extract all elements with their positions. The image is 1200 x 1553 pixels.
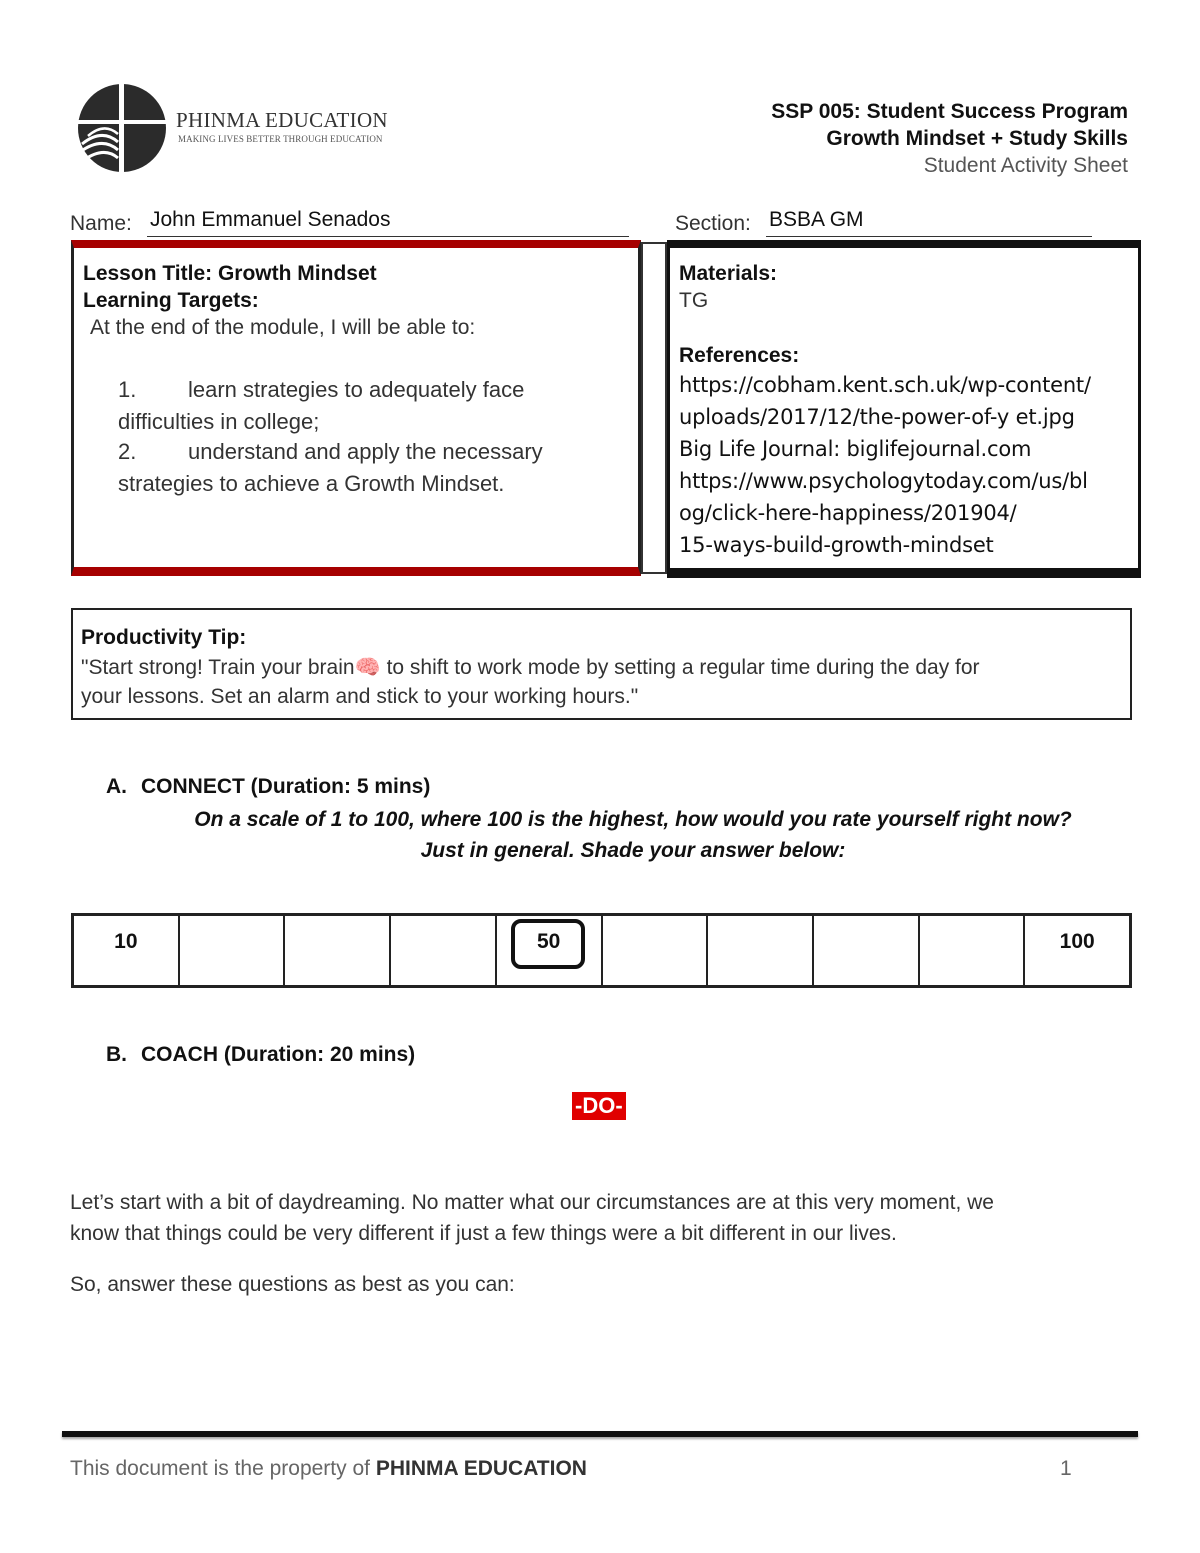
box-divider xyxy=(641,242,667,574)
reference-line[interactable]: https://www.psychologytoday.com/us/bl xyxy=(679,469,1088,493)
scale-cell-50[interactable] xyxy=(497,916,603,985)
tip-label: Productivity Tip: xyxy=(81,626,247,649)
body-p1-line2: know that things could be very different if just a few things were a bit different in our lives. xyxy=(70,1222,897,1245)
body-paragraph-1 xyxy=(70,1187,994,1249)
logo-tagline: MAKING LIVES BETTER THROUGH EDUCATION xyxy=(178,134,383,144)
learning-targets-label: Learning Targets: xyxy=(83,289,259,312)
scale-cell[interactable] xyxy=(285,916,391,985)
learning-targets-intro: At the end of the module, I will be able to: xyxy=(90,316,476,339)
name-value: John Emmanuel Senados xyxy=(150,208,391,231)
scale-cell[interactable] xyxy=(708,916,814,985)
scale-label: 10 xyxy=(114,930,138,953)
footer-brand: PHINMA EDUCATION xyxy=(375,1457,587,1480)
section-a-question xyxy=(71,804,1195,866)
reference-line[interactable]: uploads/2017/12/the-power-of-y et.jpg xyxy=(679,405,1075,429)
reference-line[interactable]: Big Life Journal: biglifejournal.com xyxy=(679,437,1032,461)
tip-text xyxy=(81,653,1122,711)
section-field[interactable] xyxy=(766,208,1092,237)
section-a-letter: A. xyxy=(106,775,127,798)
section-b-heading xyxy=(106,1041,415,1068)
body-paragraph-2: So, answer these questions as best as you can: xyxy=(70,1273,515,1296)
target-1-line1: learn strategies to adequately face xyxy=(188,377,525,402)
rating-scale xyxy=(71,913,1132,988)
footer-prefix: This document is the property of xyxy=(70,1457,376,1480)
tip-text-start: "Start strong! Train your brain xyxy=(81,656,355,679)
target-num-2: 2. xyxy=(118,439,137,464)
reference-line[interactable]: https://cobham.kent.sch.uk/wp-content/ xyxy=(679,373,1091,397)
target-2-line2: strategies to achieve a Growth Mindset. xyxy=(118,471,505,496)
productivity-tip-box xyxy=(71,608,1132,720)
name-label: Name: xyxy=(70,212,132,235)
scale-cell[interactable] xyxy=(814,916,920,985)
body-p1-line1: Let’s start with a bit of daydreaming. No matter what our circumstances are at this very moment, we xyxy=(70,1191,994,1214)
references-list xyxy=(679,369,1091,561)
scale-cell[interactable] xyxy=(180,916,286,985)
section-value: BSBA GM xyxy=(769,208,864,231)
materials-label: Materials: xyxy=(679,262,778,285)
question-line1: On a scale of 1 to 100, where 100 is the highest, how would you rate yourself right now? xyxy=(194,808,1072,831)
scale-cell-100[interactable] xyxy=(1025,916,1129,985)
page-number: 1 xyxy=(1060,1457,1072,1480)
target-2-line1: understand and apply the necessary xyxy=(188,439,543,464)
references-label: References: xyxy=(679,344,800,367)
target-item-2 xyxy=(118,436,543,500)
target-1-line2: difficulties in college; xyxy=(118,409,320,434)
phinma-logo xyxy=(76,82,388,174)
target-item-1 xyxy=(118,374,524,438)
question-line2: Just in general. Shade your answer below: xyxy=(420,839,846,862)
reference-line[interactable]: og/click-here-happiness/201904/ xyxy=(679,501,1017,525)
document-header xyxy=(771,98,1128,179)
course-title: SSP 005: Student Success Program xyxy=(771,100,1128,123)
materials-box xyxy=(667,240,1141,578)
scale-cell[interactable] xyxy=(391,916,497,985)
phinma-globe-icon xyxy=(76,82,168,174)
do-badge: -DO- xyxy=(572,1092,626,1120)
scale-label: 100 xyxy=(1059,930,1095,953)
lesson-box xyxy=(71,240,641,576)
brain-icon: 🧠 xyxy=(354,656,381,679)
target-num-1: 1. xyxy=(118,377,137,402)
logo-brand: PHINMA EDUCATION xyxy=(176,108,388,132)
scale-label: 50 xyxy=(536,930,561,953)
footer-rule xyxy=(62,1431,1138,1437)
materials-value: TG xyxy=(679,289,709,312)
tip-text-continue: to shift to work mode by setting a regular time during the day for xyxy=(380,656,980,679)
footer-text xyxy=(70,1457,587,1481)
section-a-heading xyxy=(106,773,430,800)
lesson-title: Lesson Title: Growth Mindset xyxy=(83,262,377,285)
section-a-title: CONNECT (Duration: 5 mins) xyxy=(141,775,431,798)
scale-cell-10[interactable] xyxy=(74,916,180,985)
section-label: Section: xyxy=(675,212,751,235)
tip-text-line2: your lessons. Set an alarm and stick to your working hours." xyxy=(81,685,639,708)
scale-cell[interactable] xyxy=(920,916,1026,985)
scale-cell[interactable] xyxy=(603,916,709,985)
module-title: Growth Mindset + Study Skills xyxy=(826,127,1128,150)
section-b-title: COACH (Duration: 20 mins) xyxy=(141,1043,416,1066)
sheet-type: Student Activity Sheet xyxy=(923,154,1128,177)
name-field[interactable] xyxy=(147,208,629,237)
section-b-letter: B. xyxy=(106,1043,127,1066)
reference-line[interactable]: 15-ways-build-growth-mindset xyxy=(679,533,994,557)
